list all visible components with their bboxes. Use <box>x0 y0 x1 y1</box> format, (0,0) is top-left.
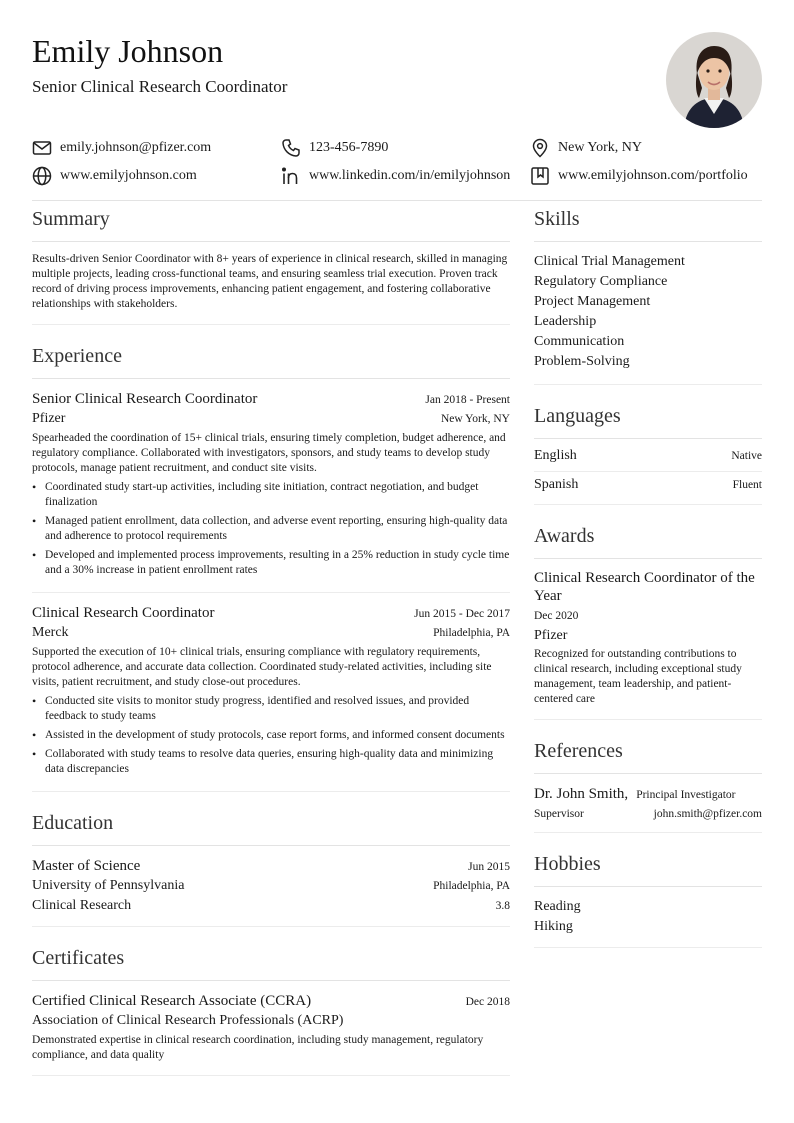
contact-portfolio[interactable] <box>530 166 748 186</box>
job-company: Merck <box>32 625 69 640</box>
experience-section <box>32 343 510 792</box>
phone-icon <box>281 138 301 158</box>
certificate-issuer: Association of Clinical Research Professionals (ACRP) <box>32 1013 344 1028</box>
right-column <box>534 206 762 966</box>
language-name: English <box>534 448 577 463</box>
location-pin-icon <box>530 138 550 158</box>
awards-heading: Awards <box>534 523 762 559</box>
languages-section <box>534 403 762 505</box>
mail-icon <box>32 138 52 158</box>
certificate-name: Certified Clinical Research Associate (CCRA) <box>32 993 312 1009</box>
awards-section <box>534 523 762 720</box>
language-level: Native <box>731 450 762 462</box>
job-bullet: • Conducted site visits to monitor study progress, identified and resolved issues, and provided feedback to study teams <box>32 694 510 724</box>
job-description: Supported the execution of 10+ clinical trials, ensuring compliance with regulatory requirements, protocol adherence, and accurate data collection. Coordinated study-related activities, including site visits, patient recruitment, and study close-out procedures. <box>32 646 492 688</box>
contact-location <box>530 138 642 158</box>
summary-heading: Summary <box>32 206 510 242</box>
avatar <box>666 32 762 128</box>
job-entry <box>32 389 510 592</box>
education-gpa: 3.8 <box>495 900 510 912</box>
education-location: Philadelphia, PA <box>433 880 510 892</box>
skill-item: Leadership <box>534 314 597 329</box>
bookmark-icon <box>530 166 550 186</box>
language-name: Spanish <box>534 477 579 492</box>
education-section <box>32 810 510 927</box>
education-heading: Education <box>32 810 510 846</box>
job-bullet: • Coordinated study start-up activities, including site initiation, contract negotiation, and budget finalization <box>32 480 510 510</box>
summary-section <box>32 206 510 325</box>
certificates-heading: Certificates <box>32 945 510 981</box>
job-location: New York, NY <box>440 413 510 425</box>
linkedin-icon <box>281 166 301 186</box>
hobby-item: Hiking <box>534 919 573 934</box>
award-description: Recognized for outstanding contributions to clinical research, including exceptional study management, team leadership, and patient-centered care <box>534 648 742 705</box>
hobbies-section <box>534 851 762 948</box>
skill-item: Problem-Solving <box>534 354 630 369</box>
skills-heading: Skills <box>534 206 762 242</box>
phone-text: 123-456-7890 <box>309 140 389 155</box>
education-degree: Master of Science <box>32 858 141 874</box>
candidate-name: Emily Johnson <box>32 33 224 69</box>
references-section <box>534 738 762 833</box>
job-bullet: • Developed and implemented process improvements, resulting in a 25% reduction in study cycle time and a 30% increase in patient enrollment rates <box>32 548 510 578</box>
skill-item: Communication <box>534 334 625 349</box>
contact-website[interactable] <box>32 166 281 186</box>
contact-linkedin[interactable] <box>281 166 530 186</box>
job-dates: Jan 2018 - Present <box>425 394 510 406</box>
contact-info <box>32 134 762 190</box>
summary-text: Results-driven Senior Coordinator with 8+ years of experience in clinical research, skilled in managing multiple projects, leading cross-functional teams, and ensuring seamless trial execution. Proven track record of driving process improvements, enhancing patient engagement, and fostering collaborative relationships with stakeholders. <box>32 253 508 310</box>
job-dates: Jun 2015 - Dec 2017 <box>414 608 510 620</box>
education-school: University of Pennsylvania <box>32 878 185 893</box>
award-issuer: Pfizer <box>534 628 568 643</box>
skill-item: Project Management <box>534 294 651 309</box>
email-text: emily.johnson@pfizer.com <box>60 140 212 155</box>
contact-phone[interactable] <box>281 138 530 158</box>
left-column <box>32 206 510 1094</box>
language-level: Fluent <box>732 479 762 491</box>
job-entry <box>32 592 510 791</box>
award-title: Clinical Research Coordinator of the Year <box>534 570 755 604</box>
education-field: Clinical Research <box>32 898 132 913</box>
job-title: Senior Clinical Research Coordinator <box>32 391 258 407</box>
skills-section <box>534 206 762 385</box>
job-company: Pfizer <box>32 411 66 426</box>
hobby-item: Reading <box>534 899 581 914</box>
contact-email[interactable] <box>32 138 281 158</box>
skill-item: Clinical Trial Management <box>534 254 685 269</box>
reference-name: Dr. John Smith, <box>534 786 629 802</box>
certificate-description: Demonstrated expertise in clinical research coordination, including study management, regulatory compliance, and data quality <box>32 1034 484 1061</box>
experience-heading: Experience <box>32 343 510 379</box>
job-bullet: • Managed patient enrollment, data collection, and adverse event reporting, ensuring high-quality data and adherence to protocol requirements <box>32 514 510 544</box>
references-heading: References <box>534 738 762 774</box>
language-row <box>534 472 762 500</box>
job-bullets <box>32 480 510 578</box>
job-bullets <box>32 694 510 777</box>
resume-header <box>32 32 762 132</box>
certificates-section <box>32 945 510 1076</box>
job-bullet: • Collaborated with study teams to resolve data queries, ensuring high-quality data and minimizing data discrepancies <box>32 747 510 777</box>
job-description: Spearheaded the coordination of 15+ clinical trials, ensuring timely completion, budget adherence, and regulatory compliance. Collaborated with investigators, sponsors, and study teams to develop study protocols, manage patient recruitment, and conduct site visits. <box>32 432 506 474</box>
linkedin-text: www.linkedin.com/in/emilyjohnson <box>309 168 511 183</box>
portfolio-text: www.emilyjohnson.com/portfolio <box>558 168 748 183</box>
hobbies-heading: Hobbies <box>534 851 762 887</box>
job-title: Clinical Research Coordinator <box>32 605 215 621</box>
award-date: Dec 2020 <box>534 610 579 622</box>
job-bullet: • Assisted in the development of study protocols, case report forms, and informed consent documents <box>32 728 510 743</box>
reference-relation: Supervisor <box>534 808 584 820</box>
candidate-title: Senior Clinical Research Coordinator <box>32 77 288 96</box>
job-location: Philadelphia, PA <box>433 627 510 639</box>
language-row <box>534 443 762 472</box>
certificate-date: Dec 2018 <box>465 996 510 1008</box>
location-text: New York, NY <box>558 140 643 155</box>
reference-position: Principal Investigator <box>636 789 736 801</box>
reference-email[interactable]: john.smith@pfizer.com <box>653 808 762 820</box>
header-divider <box>32 200 762 201</box>
globe-icon <box>32 166 52 186</box>
website-text: www.emilyjohnson.com <box>60 168 197 183</box>
languages-heading: Languages <box>534 403 762 439</box>
skill-item: Regulatory Compliance <box>534 274 668 289</box>
education-date: Jun 2015 <box>468 861 510 873</box>
